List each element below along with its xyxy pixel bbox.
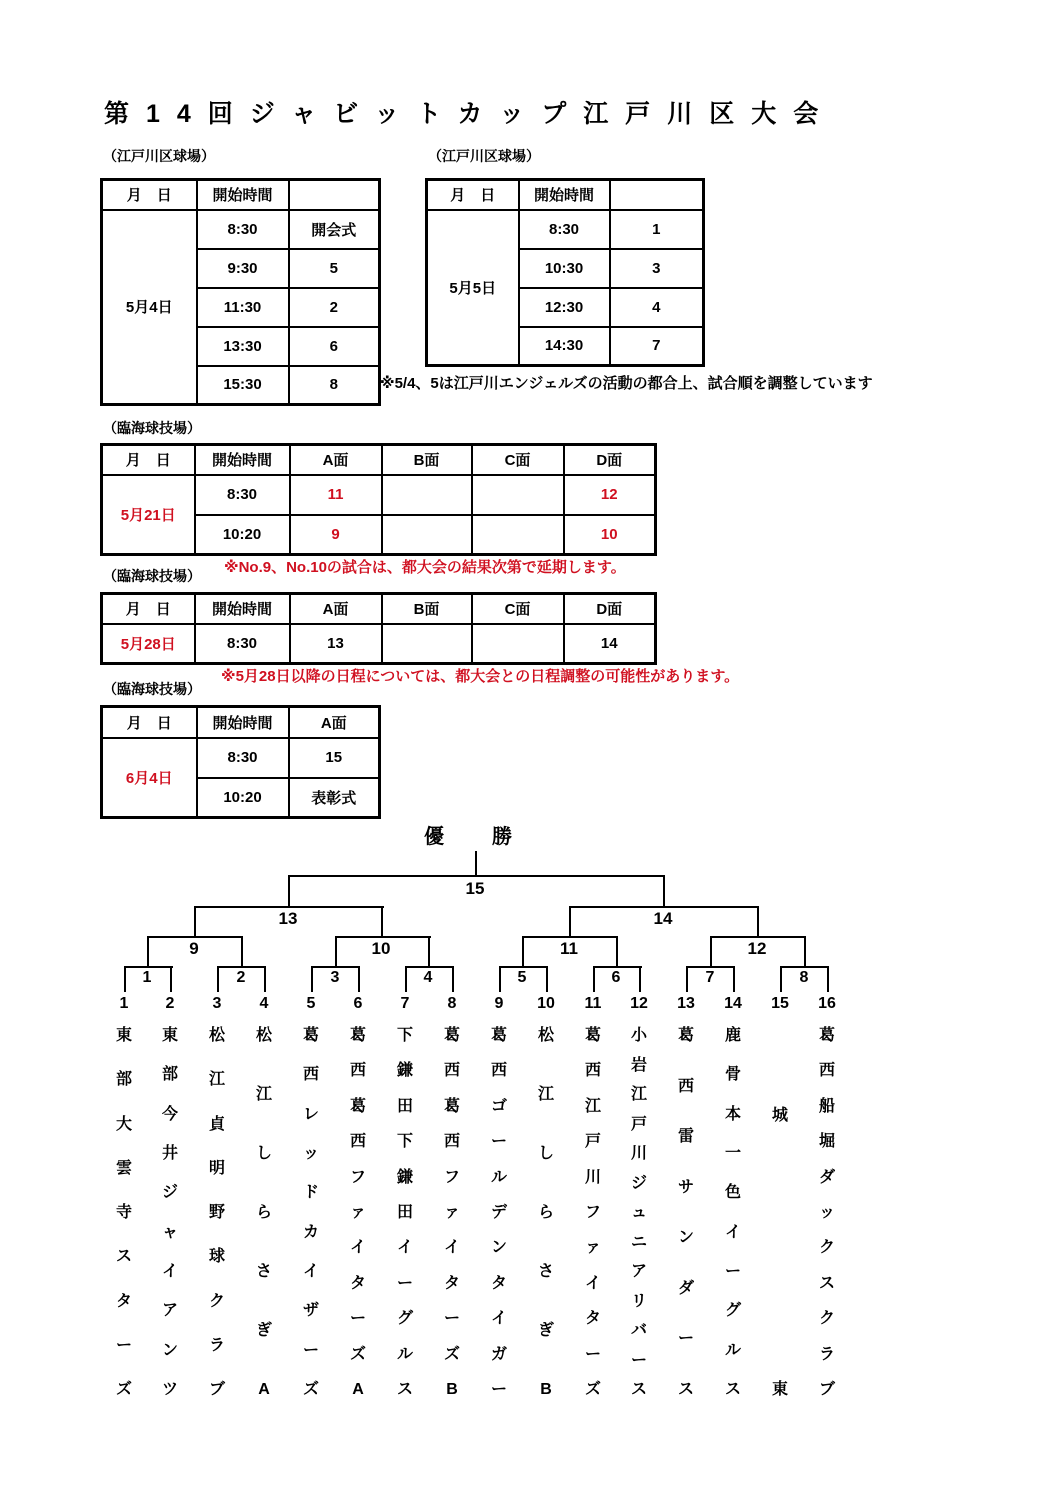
table-row — [102, 475, 656, 515]
column-header: 開始時間 — [195, 445, 290, 475]
match-label: 6 — [611, 969, 621, 986]
team-number: 4 — [259, 995, 269, 1012]
bracket-line — [311, 966, 313, 992]
table-cell: 8 — [289, 366, 380, 405]
match-label: 14 — [653, 909, 673, 928]
table-cell — [382, 475, 472, 515]
bracket-line — [405, 966, 454, 968]
table-cell: 10:20 — [195, 515, 290, 555]
team-name: 東 部 大 雲 寺 ス タ ー ズ — [115, 1027, 132, 1398]
note-date-coordination: ※5月28日以降の日程については、都大会との日程調整の可能性があります。 — [221, 668, 740, 685]
bracket-line — [288, 875, 290, 906]
team-number: 2 — [165, 995, 175, 1012]
match-label: 1 — [142, 969, 152, 986]
bracket-line — [616, 936, 618, 966]
date-cell: 5月5日 — [427, 210, 519, 366]
team-name: 松 江 貞 明 野 球 ク ラ ブ — [208, 1027, 225, 1398]
table-cell: 10:30 — [519, 249, 610, 288]
schedule-table — [100, 178, 381, 406]
bracket-line — [710, 936, 806, 938]
bracket-line — [593, 966, 642, 968]
bracket-line — [147, 936, 149, 966]
column-header: 開始時間 — [519, 180, 610, 210]
page-title: 第14回ジャビットカップ江戸川区大会 — [104, 100, 836, 128]
team-number: 3 — [212, 995, 222, 1012]
table-cell — [382, 624, 472, 664]
bracket-line — [194, 906, 384, 908]
column-header: A面 — [290, 594, 382, 624]
venue-label: （江戸川区球場） — [428, 148, 540, 164]
team-name: 松 江 し ら さ ぎ A — [255, 1027, 272, 1398]
table-cell: 13 — [290, 624, 382, 664]
table-cell: 3 — [610, 249, 704, 288]
team-name: 葛 西 江 戸 川 フ ァ イ タ ー ズ — [584, 1027, 601, 1398]
table-cell: 1 — [610, 210, 704, 249]
column-header: 月 日 — [102, 594, 195, 624]
column-header: 月 日 — [427, 180, 519, 210]
table-cell: 4 — [610, 288, 704, 327]
bracket-line — [569, 906, 571, 936]
table-cell: 9:30 — [197, 249, 289, 288]
column-header: D面 — [564, 594, 656, 624]
bracket-line — [522, 936, 618, 938]
schedule-table — [100, 705, 381, 819]
table-cell: 2 — [289, 288, 380, 327]
table-cell: 10:20 — [197, 778, 289, 818]
bracket-line — [757, 906, 759, 936]
column-header: C面 — [472, 445, 564, 475]
bracket-line — [288, 875, 665, 877]
team-name: 小 岩 江 戸 川 ジ ュ ニ ア リ バ ー ス — [630, 1027, 647, 1398]
match-label: 8 — [799, 969, 809, 986]
match-label: 2 — [236, 969, 246, 986]
match-label: 13 — [278, 909, 298, 928]
bracket-line — [780, 966, 782, 992]
table-cell: 12:30 — [519, 288, 610, 327]
bracket-line — [522, 936, 524, 966]
team-name: 葛 西 葛 西 フ ァ イ タ ー ズ B — [443, 1027, 460, 1398]
bracket-line — [241, 936, 243, 966]
team-number: 12 — [630, 995, 648, 1012]
venue-label: （臨海球技場） — [103, 568, 201, 584]
bracket-line — [452, 966, 454, 992]
team-name: 松 江 し ら さ ぎ B — [537, 1027, 554, 1398]
match-label: 7 — [705, 969, 715, 986]
team-number: 11 — [584, 995, 602, 1012]
venue-label: （江戸川区球場） — [103, 148, 215, 164]
champion-label: 優 勝 — [424, 826, 526, 848]
bracket-line — [358, 966, 360, 992]
table-row — [102, 624, 656, 664]
table-cell: 6 — [289, 327, 380, 366]
venue-label: （臨海球技場） — [103, 681, 201, 697]
bracket-line — [827, 966, 829, 992]
bracket-line — [686, 966, 735, 968]
date-cell: 6月4日 — [102, 738, 197, 818]
bracket-line — [780, 966, 829, 968]
match-label: 12 — [747, 939, 767, 958]
bracket-line — [499, 966, 548, 968]
table-cell: 10 — [564, 515, 656, 555]
bracket-line — [475, 851, 477, 875]
table-cell: 7 — [610, 327, 704, 366]
column-header: B面 — [382, 594, 472, 624]
column-header — [289, 180, 380, 210]
match-label: 11 — [560, 939, 578, 958]
bracket-line — [710, 936, 712, 966]
match-label: 5 — [517, 969, 527, 986]
match-label: 4 — [423, 969, 433, 986]
team-name: 城 東 — [771, 1107, 788, 1398]
column-header: 開始時間 — [197, 707, 289, 738]
team-number: 14 — [724, 995, 742, 1012]
bracket-line — [124, 966, 126, 992]
bracket-line — [569, 906, 759, 908]
schedule-table — [100, 443, 657, 556]
schedule-table — [100, 592, 657, 665]
bracket-line — [170, 966, 172, 992]
bracket-line — [663, 875, 665, 906]
table-cell — [472, 624, 564, 664]
table-row — [427, 210, 704, 249]
bracket-line — [217, 966, 219, 992]
bracket-line — [335, 936, 337, 966]
date-cell: 5月28日 — [102, 624, 195, 664]
bracket-line — [124, 966, 173, 968]
table-cell: 12 — [564, 475, 656, 515]
table-cell: 開会式 — [289, 210, 380, 249]
match-label: 9 — [189, 939, 199, 958]
team-number: 16 — [818, 995, 836, 1012]
table-cell: 11 — [290, 475, 382, 515]
team-number: 5 — [306, 995, 316, 1012]
table-cell: 9 — [290, 515, 382, 555]
table-cell: 表彰式 — [289, 778, 380, 818]
column-header: 開始時間 — [197, 180, 289, 210]
table-cell: 15:30 — [197, 366, 289, 405]
table-cell: 5 — [289, 249, 380, 288]
team-number: 10 — [537, 995, 555, 1012]
bracket-line — [593, 966, 595, 992]
table-cell: 11:30 — [197, 288, 289, 327]
bracket-line — [804, 936, 806, 966]
team-name: 葛 西 雷 サ ン ダ ー ス — [677, 1027, 694, 1398]
bracket-line — [733, 966, 735, 992]
table-row — [102, 738, 380, 778]
team-number: 6 — [353, 995, 363, 1012]
column-header: A面 — [290, 445, 382, 475]
team-number: 7 — [400, 995, 410, 1012]
table-cell: 13:30 — [197, 327, 289, 366]
venue-label: （臨海球技場） — [103, 420, 201, 436]
team-number: 13 — [677, 995, 695, 1012]
table-cell — [472, 515, 564, 555]
bracket-line — [639, 966, 641, 992]
column-header: 月 日 — [102, 445, 195, 475]
column-header: D面 — [564, 445, 656, 475]
bracket-line — [686, 966, 688, 992]
column-header: 月 日 — [102, 707, 197, 738]
table-cell: 8:30 — [195, 624, 290, 664]
bracket-line — [405, 966, 407, 992]
bracket-line — [335, 936, 431, 938]
date-cell: 5月4日 — [102, 210, 197, 405]
column-header — [610, 180, 704, 210]
column-header: 開始時間 — [195, 594, 290, 624]
table-cell: 15 — [289, 738, 380, 778]
table-cell: 8:30 — [197, 210, 289, 249]
team-name: 葛 西 葛 西 フ ァ イ タ ー ズ A — [349, 1027, 366, 1398]
final-match-label: 15 — [465, 879, 485, 898]
team-number: 15 — [771, 995, 789, 1012]
team-number: 9 — [494, 995, 504, 1012]
team-name: 鹿 骨 本 一 色 イ ー グ ル ス — [724, 1027, 741, 1398]
note-schedule-adjustment: ※5/4、5は江戸川エンジェルズの活動の都合上、試合順を調整しています — [380, 375, 873, 392]
team-name: 下 鎌 田 下 鎌 田 イ ー グ ル ス — [396, 1027, 413, 1398]
table-cell: 8:30 — [197, 738, 289, 778]
column-header: C面 — [472, 594, 564, 624]
column-header: B面 — [382, 445, 472, 475]
team-name: 東 部 今 井 ジ ャ イ ア ン ツ — [161, 1027, 178, 1398]
table-cell: 8:30 — [195, 475, 290, 515]
table-cell: 14 — [564, 624, 656, 664]
bracket-line — [194, 906, 196, 936]
bracket-line — [499, 966, 501, 992]
table-cell — [472, 475, 564, 515]
table-cell — [382, 515, 472, 555]
team-name: 葛 西 船 堀 ダ ッ ク ス ク ラ ブ — [818, 1027, 835, 1398]
bracket-line — [264, 966, 266, 992]
team-number: 8 — [447, 995, 457, 1012]
schedule-table — [425, 178, 705, 367]
bracket-line — [381, 906, 383, 936]
bracket-line — [217, 966, 266, 968]
bracket-line — [546, 966, 548, 992]
team-name: 葛 西 ゴ ー ル デ ン タ イ ガ ー — [490, 1027, 507, 1398]
bracket-line — [428, 936, 430, 966]
note-postponement: ※No.9、No.10の試合は、都大会の結果次第で延期します。 — [224, 559, 626, 576]
match-label: 10 — [371, 939, 391, 958]
column-header: A面 — [289, 707, 380, 738]
table-row — [102, 210, 380, 249]
table-cell: 14:30 — [519, 327, 610, 366]
bracket-line — [147, 936, 243, 938]
team-name: 葛 西 レ ッ ド カ イ ザ ー ズ — [302, 1027, 319, 1398]
team-number: 1 — [119, 995, 129, 1012]
table-cell: 8:30 — [519, 210, 610, 249]
column-header: 月 日 — [102, 180, 197, 210]
match-label: 3 — [330, 969, 340, 986]
date-cell: 5月21日 — [102, 475, 195, 555]
bracket-line — [311, 966, 360, 968]
